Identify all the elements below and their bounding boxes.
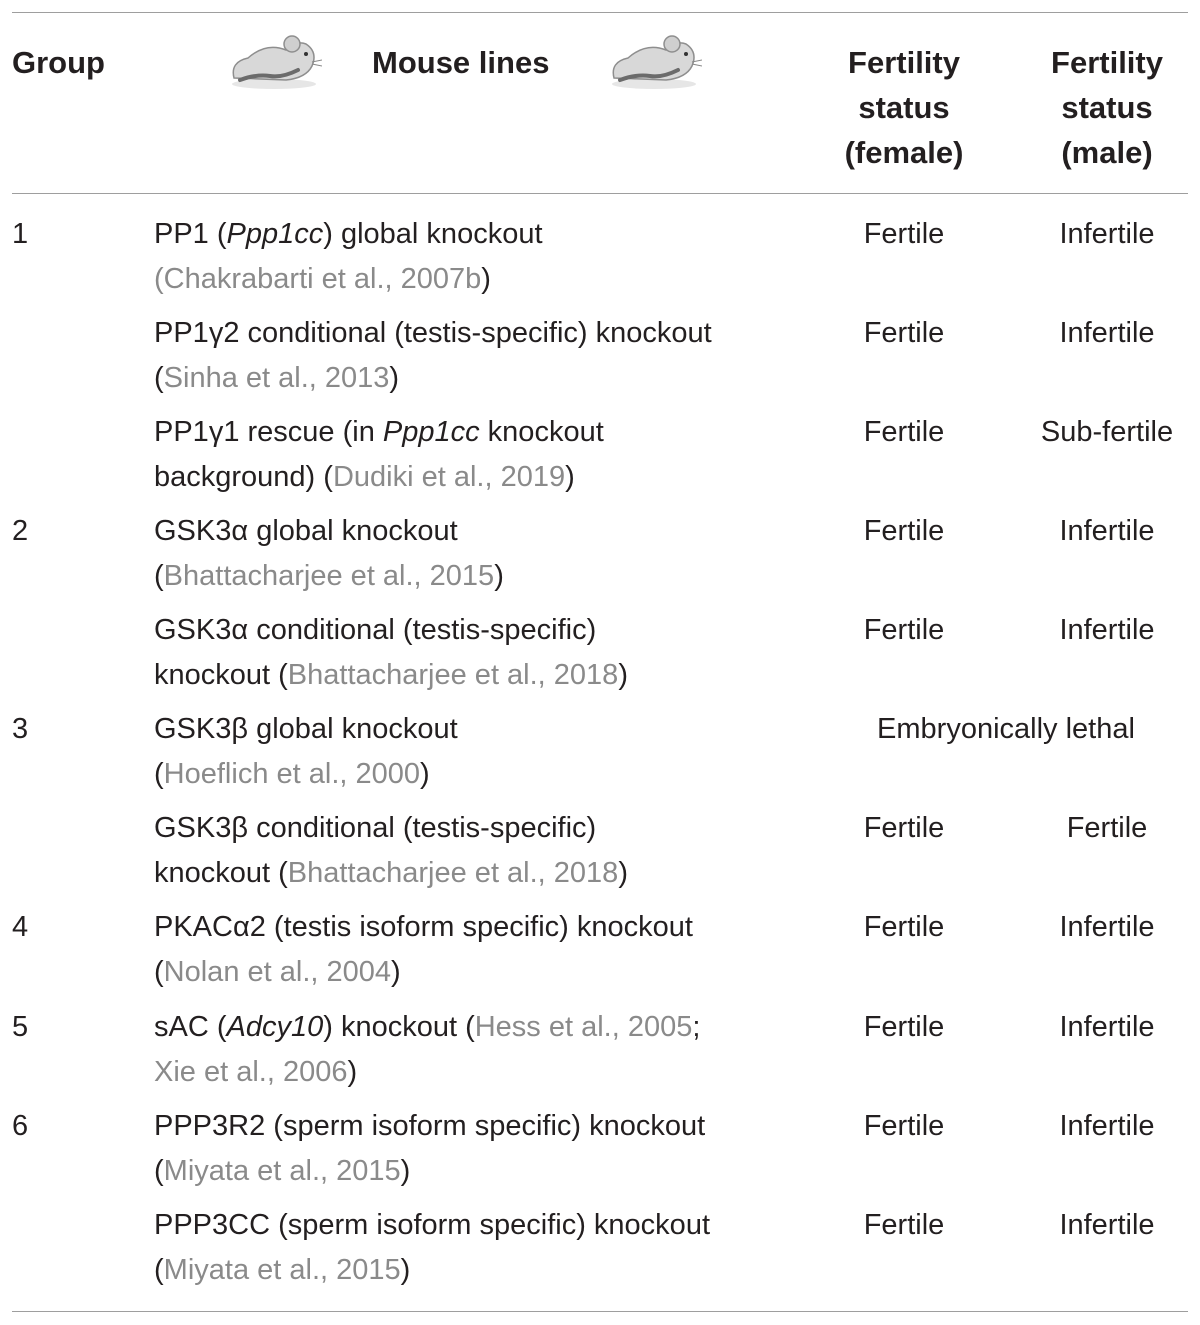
mouse-icon-right — [606, 22, 702, 92]
mouse-line-cell: PP1γ2 conditional (testis-specific) knockout (Sinha et al., 2013) — [154, 317, 712, 394]
fertility-male-cell: Infertile — [1059, 218, 1155, 250]
header-fertility-male — [1024, 40, 1190, 175]
fertility-female-cell: Fertile — [863, 515, 945, 547]
fertility-female-cell: Fertile — [863, 317, 945, 349]
fertility-male-cell: Infertile — [1059, 515, 1155, 547]
fertility-male-cell: Infertile — [1059, 911, 1155, 943]
mouse-line-cell: PKACα2 (testis isoform specific) knockout (Nolan et al., 2004) — [154, 911, 693, 988]
fertility-male-cell: Infertile — [1059, 317, 1155, 349]
fertility-female-cell: Fertile — [863, 218, 945, 250]
fertility-male-cell: Infertile — [1059, 614, 1155, 646]
group-cell: 5 — [12, 1011, 29, 1043]
mouse-line-cell: sAC (Adcy10) knockout (Hess et al., 2005; Xie et al., 2006) — [154, 1011, 701, 1088]
mouse-line-cell: GSK3α conditional (testis-specific) knockout (Bhattacharjee et al., 2018) — [154, 614, 628, 691]
fertility-female-cell: Fertile — [863, 416, 945, 448]
fertility-male-cell: Sub-fertile — [1040, 416, 1174, 448]
fertility-male-cell: Infertile — [1059, 1011, 1155, 1043]
group-cell: 1 — [12, 218, 29, 250]
header-male-line-3: (male) — [1061, 135, 1153, 170]
mouse-line-cell: PP1γ1 rescue (in Ppp1cc knockout background) (Dudiki et al., 2019) — [154, 416, 604, 493]
mouse-line-cell: PPP3R2 (sperm isoform specific) knockout (Miyata et al., 2015) — [154, 1110, 706, 1187]
group-cell: 6 — [12, 1110, 29, 1142]
group-cell: 4 — [12, 911, 29, 943]
fertility-female-cell: Fertile — [863, 812, 945, 844]
mouse-line-cell: GSK3β global knockout (Hoeflich et al., 2000) — [154, 713, 458, 790]
header-group: Group — [12, 45, 105, 80]
top-rule — [12, 12, 1188, 13]
header-male-line-2: status — [1061, 90, 1153, 125]
header-female-line-1: Fertility — [848, 45, 960, 80]
bottom-rule — [12, 1311, 1188, 1312]
group-cell: 2 — [12, 515, 29, 547]
group-cell: 3 — [12, 713, 29, 745]
fertility-male-cell: Fertile — [1066, 812, 1148, 844]
header-female-line-3: (female) — [844, 135, 964, 170]
header-rule — [12, 193, 1188, 194]
fertility-male-cell: Infertile — [1059, 1209, 1155, 1241]
fertility-female-cell: Fertile — [863, 614, 945, 646]
header-fertility-female — [814, 40, 994, 175]
fertility-female-cell: Fertile — [863, 1110, 945, 1142]
fertility-female-cell: Fertile — [863, 1209, 945, 1241]
header-mouse-lines: Mouse lines — [372, 45, 550, 80]
fertility-female-cell: Fertile — [863, 1011, 945, 1043]
mouse-icon-left — [226, 22, 322, 92]
mouse-line-cell: PP1 (Ppp1cc) global knockout (Chakrabarti et al., 2007b) — [154, 218, 543, 295]
mouse-line-cell: PPP3CC (sperm isoform specific) knockout (Miyata et al., 2015) — [154, 1209, 710, 1286]
header-male-line-1: Fertility — [1051, 45, 1163, 80]
mouse-line-cell: GSK3β conditional (testis-specific) knockout (Bhattacharjee et al., 2018) — [154, 812, 628, 889]
fertility-male-cell: Infertile — [1059, 1110, 1155, 1142]
mouse-line-cell: GSK3α global knockout (Bhattacharjee et al., 2015) — [154, 515, 504, 592]
fertility-female-cell: Fertile — [863, 911, 945, 943]
fertility-status-combined-cell: Embryonically lethal — [877, 713, 1135, 745]
header-female-line-2: status — [858, 90, 950, 125]
